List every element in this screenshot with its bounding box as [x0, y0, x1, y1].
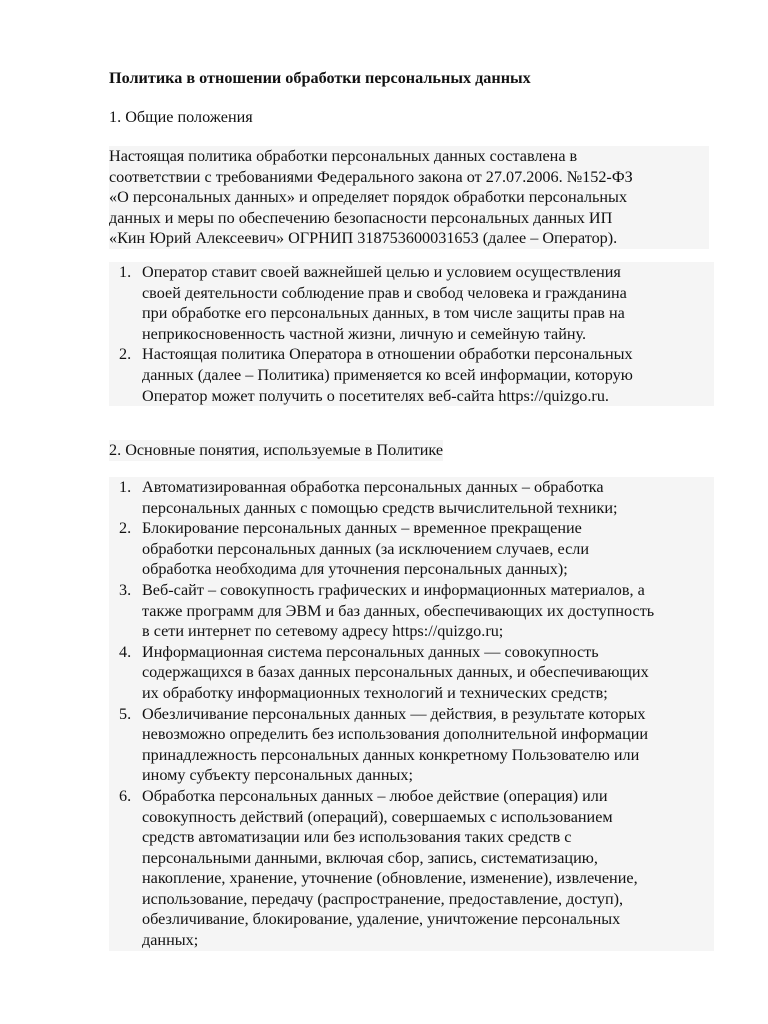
list-item-line: обезличивание, блокирование, удаление, уничтожение персональных [142, 910, 621, 929]
section-heading-definitions: 2. Основные понятия, используемые в Политике [109, 441, 444, 459]
list-item-number: 3. [119, 580, 132, 599]
list-item-line: иному субъекту персональных данных; [142, 766, 413, 785]
list-item [109, 642, 714, 704]
list-item-line: Обработка персональных данных – любое действие (операция) или [142, 786, 608, 805]
list-item-line: невозможно определить без использования дополнительной информации [142, 725, 649, 744]
paragraph-line: данных и меры по обеспечению безопасности персональных данных ИП [109, 208, 613, 227]
list-item-line: данных (далее – Политика) применяется ко всей информации, которую [142, 365, 633, 384]
list-item-line: также программ для ЭВМ и баз данных, обеспечивающих их доступность [142, 601, 655, 620]
list-item-line: накопление, хранение, уточнение (обновление, изменение), извлечение, [142, 869, 638, 888]
list-item-line: персональными данными, включая сбор, запись, систематизацию, [142, 848, 598, 867]
list-item-number: 4. [119, 642, 132, 661]
document-title: Политика в отношении обработки персональных данных [109, 69, 531, 87]
section-heading-general: 1. Общие положения [109, 108, 253, 126]
list-item-number: 1. [119, 263, 132, 281]
list-item [109, 580, 714, 642]
list-item-line: персональных данных с помощью средств вычислительной техники; [142, 498, 618, 517]
paragraph-line: Настоящая политика обработки персональных данных составлена в [109, 147, 578, 165]
list-item-line: обработки персональных данных (за исключением случаев, если [142, 539, 590, 558]
general-provisions-list [109, 262, 714, 406]
list-item-line: Блокирование персональных данных – временное прекращение [142, 519, 582, 538]
list-item-line: Обезличивание персональных данных — действия, в результате которых [142, 704, 646, 723]
list-item-line: неприкосновенность частной жизни, личную и семейную тайну. [142, 324, 587, 343]
paragraph-line: соответствии с требованиями Федерального закона от 27.07.2006. №152-ФЗ [109, 167, 633, 186]
list-item-line: данных; [142, 931, 199, 950]
list-item-line: содержащихся в базах данных персональных данных, и обеспечивающих [142, 663, 649, 682]
list-item-line: Веб-сайт – совокупность графических и информационных материалов, а [142, 580, 645, 599]
definitions-list [109, 477, 714, 951]
list-item-line: средств автоматизации или без использования таких средств с [142, 828, 572, 847]
list-item-number: 2. [119, 519, 132, 538]
list-item-line: Оператор может получить о посетителях веб-сайта https://quizgo.ru. [142, 386, 609, 405]
list-item [109, 518, 714, 580]
list-item [109, 786, 714, 951]
list-item-line: Настоящая политика Оператора в отношении обработки персональных [142, 345, 633, 364]
list-item-line: в сети интернет по сетевому адресу https://quizgo.ru; [142, 622, 504, 641]
list-item-line: Информационная система персональных данных — совокупность [142, 642, 599, 661]
list-item-line: совокупность действий (операций), совершаемых с использованием [142, 807, 613, 826]
list-item-line: обработка необходима для уточнения персональных данных); [142, 560, 568, 579]
list-item [109, 477, 714, 518]
list-item-line: Автоматизированная обработка персональных данных – обработка [142, 478, 604, 496]
list-item-number: 2. [119, 345, 132, 364]
intro-paragraph [109, 146, 709, 249]
list-item-number: 6. [119, 786, 132, 805]
list-item-line: при обработке его персональных данных, в том числе защиты прав на [142, 304, 625, 323]
list-item-number: 5. [119, 704, 132, 723]
list-item-line: Оператор ставит своей важнейшей целью и условием осуществления [142, 263, 621, 281]
paragraph-line: «О персональных данных» и определяет порядок обработки персональных [109, 188, 628, 207]
paragraph-line: «Кин Юрий Алексеевич» ОГРНИП 318753600031653 (далее – Оператор). [109, 229, 618, 248]
list-item-line: принадлежность персональных данных конкретному Пользователю или [142, 745, 640, 764]
list-item-number: 1. [119, 478, 132, 496]
list-item-line: использование, передачу (распространение, предоставление, доступ), [142, 889, 624, 908]
list-item-line: своей деятельности соблюдение прав и свобод человека и гражданина [142, 283, 627, 302]
list-item [109, 262, 714, 344]
list-item [109, 344, 714, 406]
list-item-line: их обработку информационных технологий и технических средств; [142, 683, 608, 702]
list-item [109, 704, 714, 786]
